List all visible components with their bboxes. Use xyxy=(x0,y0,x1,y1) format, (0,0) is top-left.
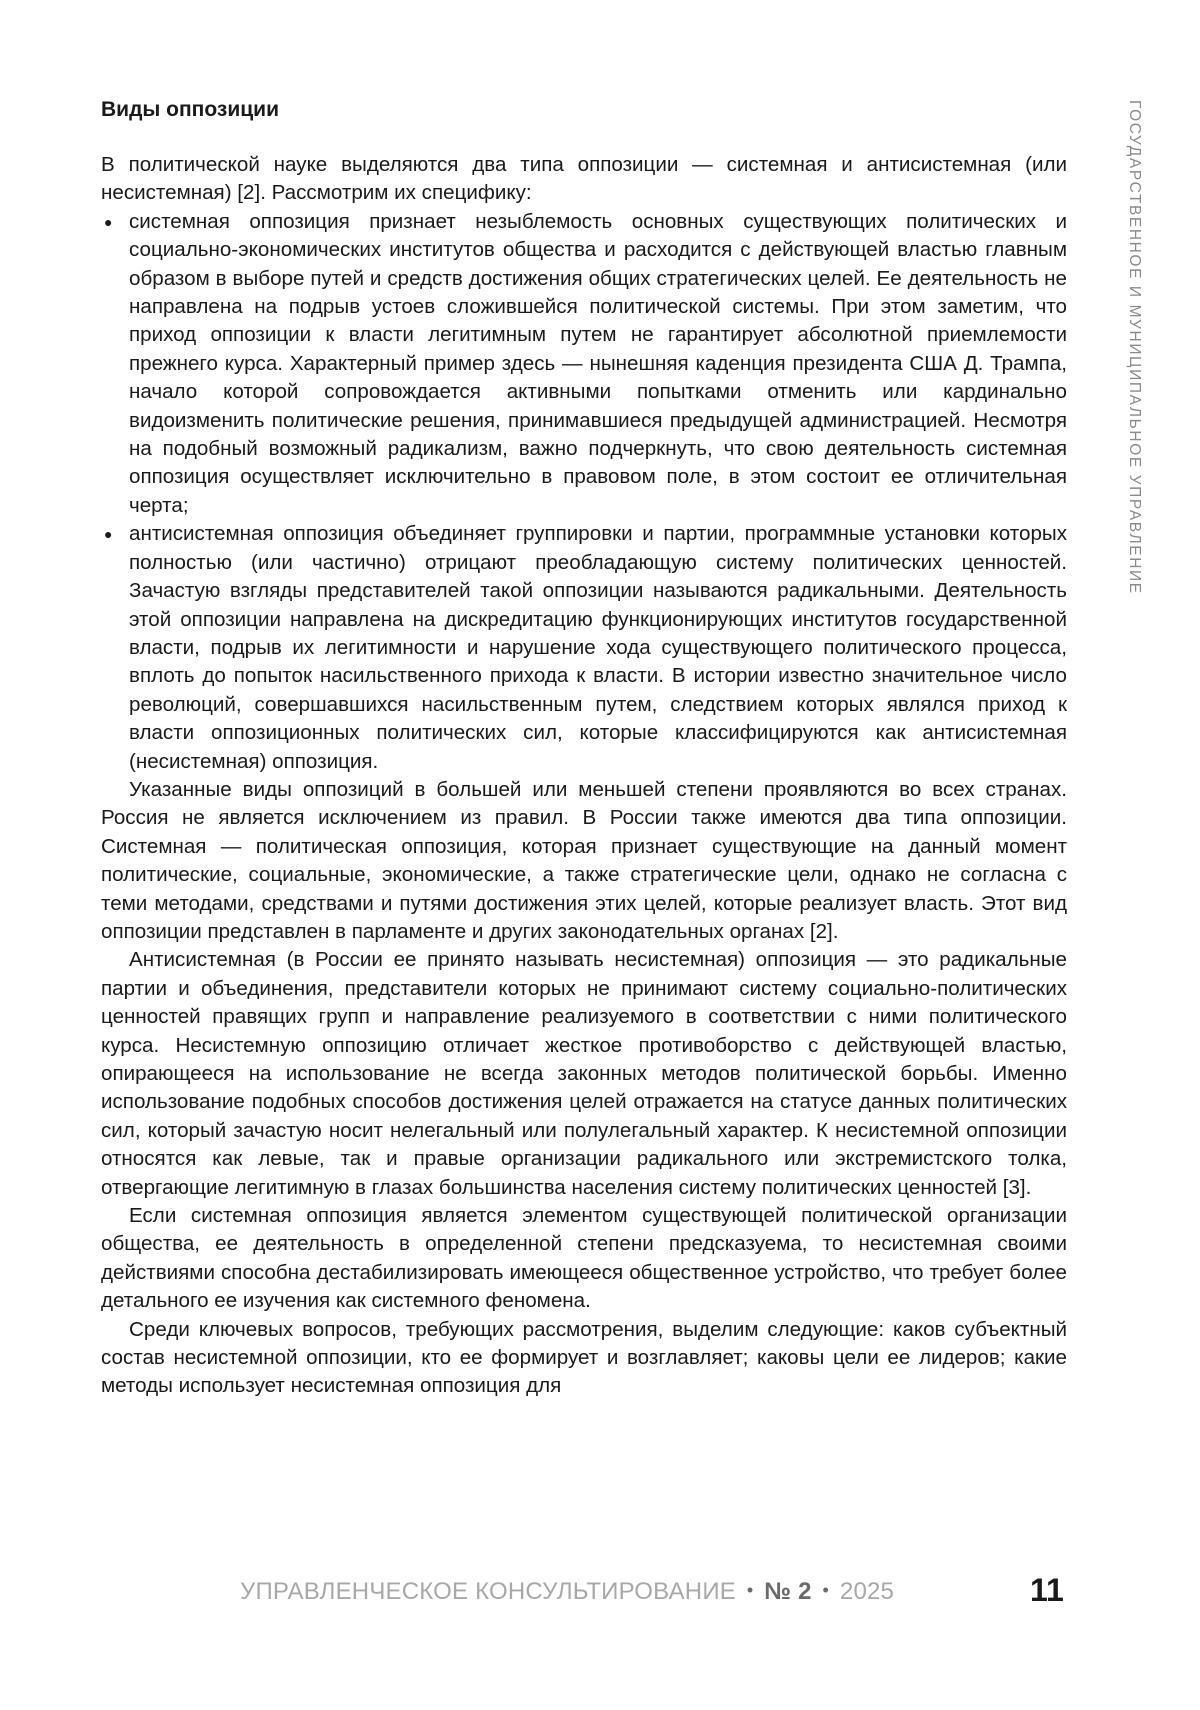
paragraph: Среди ключевых вопросов, требующих рассмотрения, выделим следующие: каков субъектный состав несистемной оппозиции, кто ее формирует и возглавляет; каковы цели ее лидеров; какие методы использует несистемная оппозиция для xyxy=(101,1316,1067,1401)
list-item xyxy=(101,520,1067,776)
article-body xyxy=(101,151,1067,1401)
journal-footer xyxy=(240,1578,894,1606)
bullet-icon: ● xyxy=(104,520,112,548)
paragraph: Указанные виды оппозиций в большей или меньшей степени проявляются во всех странах. Россия не является исключением из правил. В России также имеются два типа оппозиции. Системная — политическая оппозиция, которая признает существующие на данный момент политические, социальные, экономические, а также стратегические цели, однако не согласна с теми методами, средствами и путями достижения этих целей, которые реализует власть. Этот вид оппозиции представлен в парламенте и других законодательных органах [2]. xyxy=(101,776,1067,946)
paragraph: Если системная оппозиция является элементом существующей политической организации общества, ее деятельность в определенной степени предсказуема, то несистемная своими действиями способна дестабилизировать имеющееся общественное устройство, что требует более детального ее изучения как системного феномена. xyxy=(101,1202,1067,1316)
separator-dot: • xyxy=(747,1580,754,1600)
list-item-text: антисистемная оппозиция объединяет группировки и партии, программные установки которых полностью (или частично) отрицают преобладающую систему политических ценностей. Зачастую взгляды представителей такой оппозиции называются радикальными. Деятельность этой оппозиции направлена на дискредитацию функционирующих институтов государственной власти, подрыв их легитимности и нарушение хода существующего политического процесса, вплоть до попыток насильственного прихода к власти. В истории известно значительное число революций, совершавшихся насильственным путем, следствием которых являлся приход к власти оппозиционных политических сил, которые классифицируются как антисистемная (несистемная) оппозиция. xyxy=(129,522,1067,772)
paragraph: Антисистемная (в России ее принято называть несистемная) оппозиция — это радикальные партии и объединения, представители которых не принимают систему социально-политических ценностей правящих групп и направление реализуемого в соответствии с ними политического курса. Несистемную оппозицию отличает жесткое противоборство с действующей властью, опирающееся на использование не всегда законных методов политической борьбы. Именно использование подобных способов достижения целей отражается на статусе данных политических сил, который зачастую носит нелегальный или полулегальный характер. К несистемной оппозиции относятся как левые, так и правые организации радикального или экстремистского толка, отвергающие легитимную в глазах большинства населения систему политических ценностей [3]. xyxy=(101,946,1067,1202)
section-title: Виды оппозиции xyxy=(101,96,1067,124)
list-item xyxy=(101,208,1067,520)
issue-year: 2025 xyxy=(840,1578,894,1605)
opposition-types-list xyxy=(101,208,1067,776)
bullet-icon: ● xyxy=(104,208,112,236)
page-number: 11 xyxy=(1030,1572,1064,1609)
journal-title: УПРАВЛЕНЧЕСКОЕ КОНСУЛЬТИРОВАНИЕ xyxy=(240,1578,736,1605)
issue-number: № 2 xyxy=(764,1578,811,1605)
running-head: ГОСУДАРСТВЕННОЕ И МУНИЦИПАЛЬНОЕ УПРАВЛЕНИЕ xyxy=(1125,100,1143,595)
separator-dot: • xyxy=(823,1580,830,1600)
article-page xyxy=(101,96,1067,1401)
list-item-text: системная оппозиция признает незыблемость основных существующих политических и социально-экономических институтов общества и расходится с действующей властью главным образом в выборе путей и средств достижения общих стратегических целей. Ее деятельность не направлена на подрыв устоев сложившейся политической системы. При этом заметим, что приход оппозиции к власти легитимным путем не гарантирует абсолютной приемлемости прежнего курса. Характерный пример здесь — нынешняя каденция президента США Д. Трампа, начало которой сопровождается активными попытками отменить или кардинально видоизменить политические решения, принимавшиеся предыдущей администрацией. Несмотря на подобный возможный радикализм, важно подчеркнуть, что свою деятельность системная оппозиция осуществляет исключительно в правовом поле, в этом состоит ее отличительная черта; xyxy=(129,210,1067,517)
intro-paragraph: В политической науке выделяются два типа оппозиции — системная и антисистемная (или несистемная) [2]. Рассмотрим их специфику: xyxy=(101,151,1067,208)
